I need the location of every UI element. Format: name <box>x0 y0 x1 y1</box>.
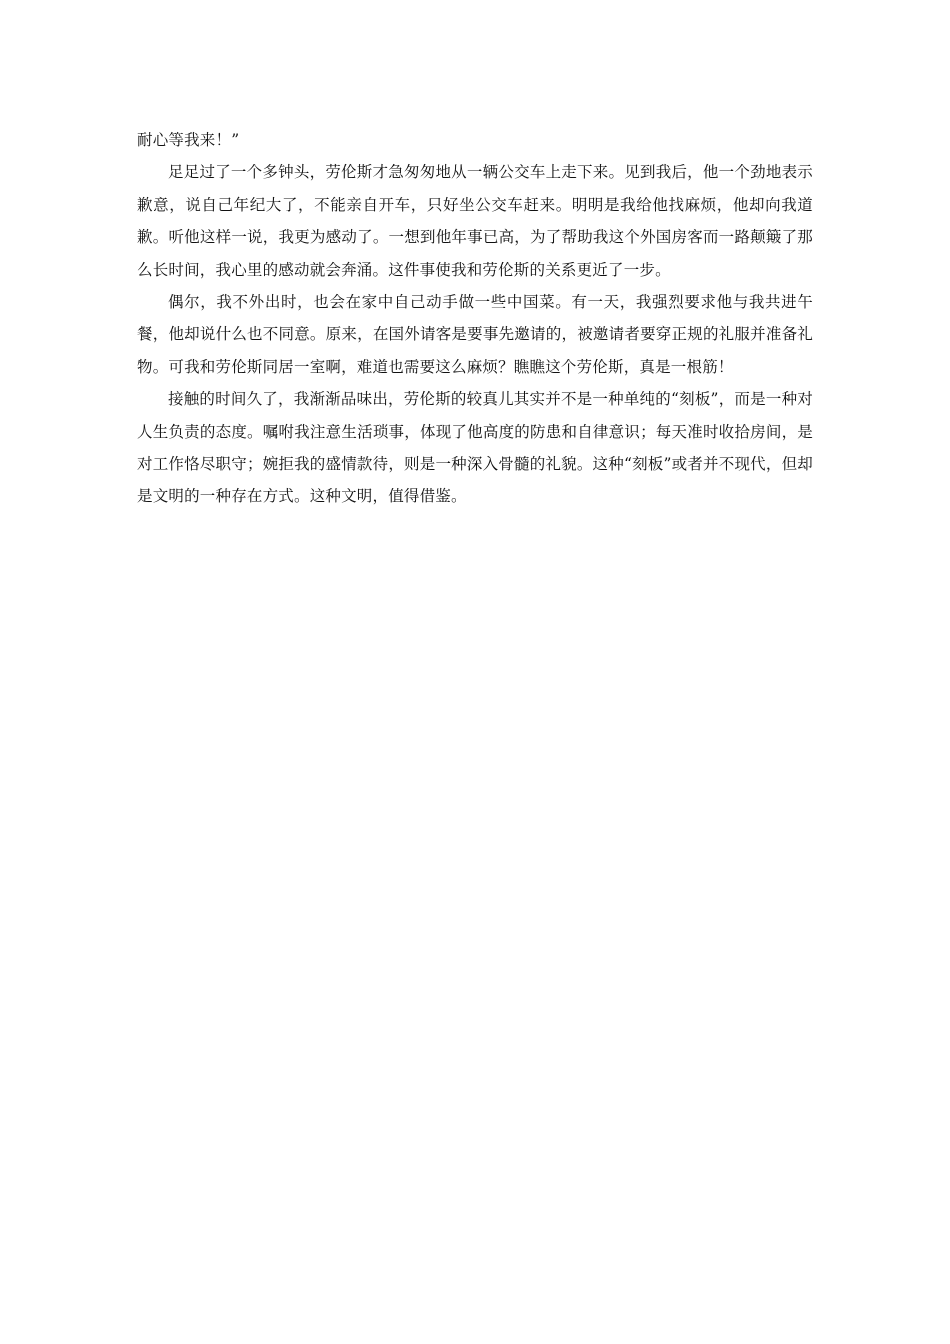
document-body <box>137 124 813 513</box>
paragraph-continuation: 耐心等我来！” <box>137 131 240 149</box>
paragraph-conclusion: 接触的时间久了，我渐渐品味出，劳伦斯的较真儿其实并不是一种单纯的“刻板”，而是一种对人生负责的态度。嘱咐我注意生活琐事，体现了他高度的防患和自律意识；每天准时收拾房间，是对工作恪尽职守；婉拒我的盛情款待，则是一种深入骨髓的礼貌。这种“刻板”或者并不现代，但却是文明的一种存在方式。这种文明，值得借鉴。 <box>137 390 813 506</box>
paragraph-lunch-invitation: 偶尔，我不外出时，也会在家中自己动手做一些中国菜。有一天，我强烈要求他与我共进午餐，他却说什么也不同意。原来，在国外请客是要事先邀请的，被邀请者要穿正规的礼服并准备礼物。可我和劳伦斯同居一室啊，难道也需要这么麻烦？瞧瞧这个劳伦斯，真是一根筋！ <box>137 293 813 376</box>
paragraph-arrival: 足足过了一个多钟头，劳伦斯才急匆匆地从一辆公交车上走下来。见到我后，他一个劲地表示歉意，说自己年纪大了，不能亲自开车，只好坐公交车赶来。明明是我给他找麻烦，他却向我道歉。听他这样一说，我更为感动了。一想到他年事已高，为了帮助我这个外国房客而一路颠簸了那么长时间，我心里的感动就会奔涌。这件事使我和劳伦斯的关系更近了一步。 <box>137 163 813 279</box>
